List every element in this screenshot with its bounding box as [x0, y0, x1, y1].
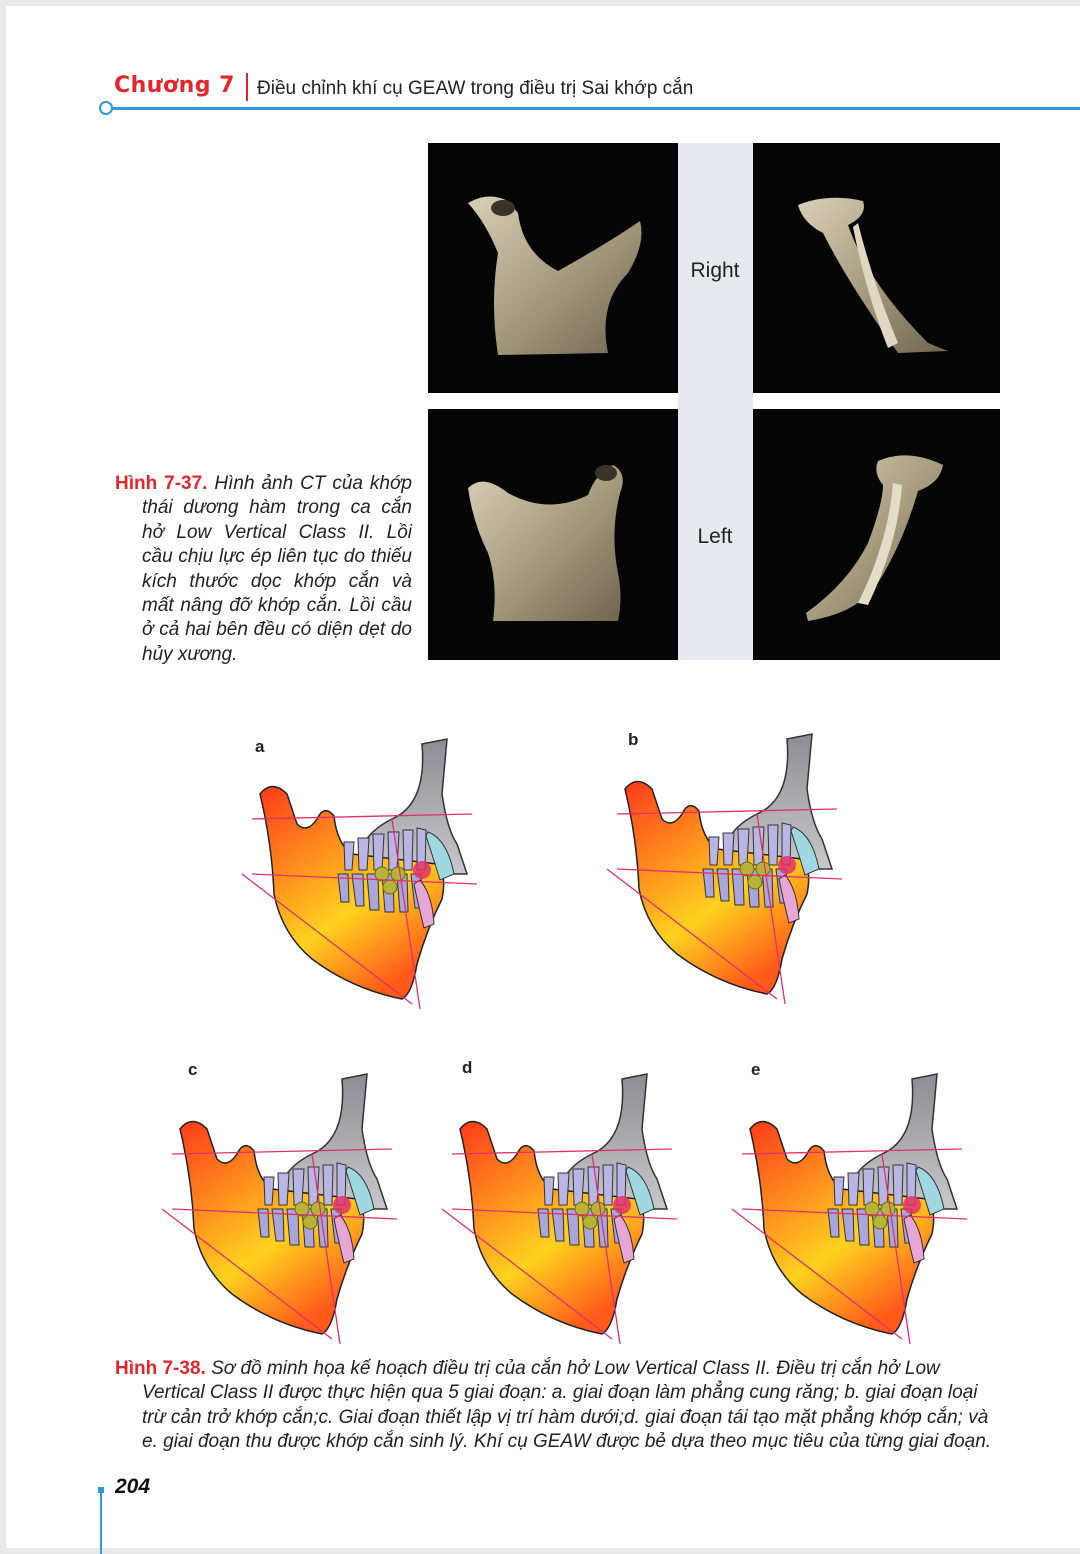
figure-37-caption: [115, 472, 412, 667]
figure-37-number: Hình 7-37.: [115, 473, 208, 494]
jaw-panel-c: [162, 1074, 397, 1344]
header-dot-icon: [99, 101, 113, 115]
header-rule: [106, 107, 1080, 110]
page-number: 204: [115, 1475, 151, 1498]
chapter-separator: [246, 73, 248, 101]
ct-image-right-posterior: [753, 143, 1000, 393]
jaw-panel-a: [242, 739, 477, 1009]
panel-label-e: e: [751, 1060, 761, 1079]
figure-38-caption: [115, 1357, 1000, 1455]
panel-label-d: d: [462, 1058, 473, 1077]
ct-image-left-lateral: [428, 409, 678, 660]
panel-label-a: a: [255, 737, 265, 756]
ct-divider-strip: [678, 143, 753, 660]
figure-38-caption-text: Sơ đồ minh họa kế hoạch điều trị của cắn hở Low Vertical Class II. Điều trị cắn hở Low Vertical Class II được thực hiện qua 5 giai đoạn: a. giai đoạn làm phẳng cung răng; b. giai đoạn loại trừ cản trở khớp cắn;c. Giai đoạn thiết lập vị trí hàm dưới;d. giai đoạn tái tạo mặt phẳng khớp cắn; và e. giai đoạn thu được khớp cắn sinh lý. Khí cụ GEAW được bẻ dựa theo mục tiêu của từng giai đoạn.: [142, 1358, 992, 1453]
figure-38-number: Hình 7-38.: [115, 1358, 206, 1379]
chapter-label: Chương 7: [114, 73, 235, 98]
ct-image-left-posterior: [753, 409, 1000, 660]
figure-37-caption-text: Hình ảnh CT của khớp thái dương hàm trong ca cắn hở Low Vertical Class II. Lồi cầu chịu lực ép liên tục do thiếu kích thước dọc khớp cắn và mất nâng đỡ khớp cắn. Lồi cầu ở cả hai bên đều có diện dẹt do hủy xương.: [142, 473, 413, 665]
footer-rule: [100, 1490, 102, 1554]
jaw-diagram-figure: [142, 714, 982, 1350]
panel-label-b: b: [628, 730, 639, 749]
ct-label-left: Left: [697, 525, 733, 548]
jaw-panel-e: [732, 1074, 967, 1344]
ct-figure: [428, 143, 1000, 660]
jaw-panel-d: [442, 1074, 677, 1344]
ct-label-right: Right: [690, 259, 740, 282]
ct-image-right-lateral: [428, 143, 678, 393]
page: [6, 6, 1080, 1548]
jaw-panel-b: [607, 734, 842, 1004]
panel-label-c: c: [188, 1060, 198, 1079]
chapter-title: Điều chỉnh khí cụ GEAW trong điều trị Sai khớp cắn: [257, 78, 694, 99]
